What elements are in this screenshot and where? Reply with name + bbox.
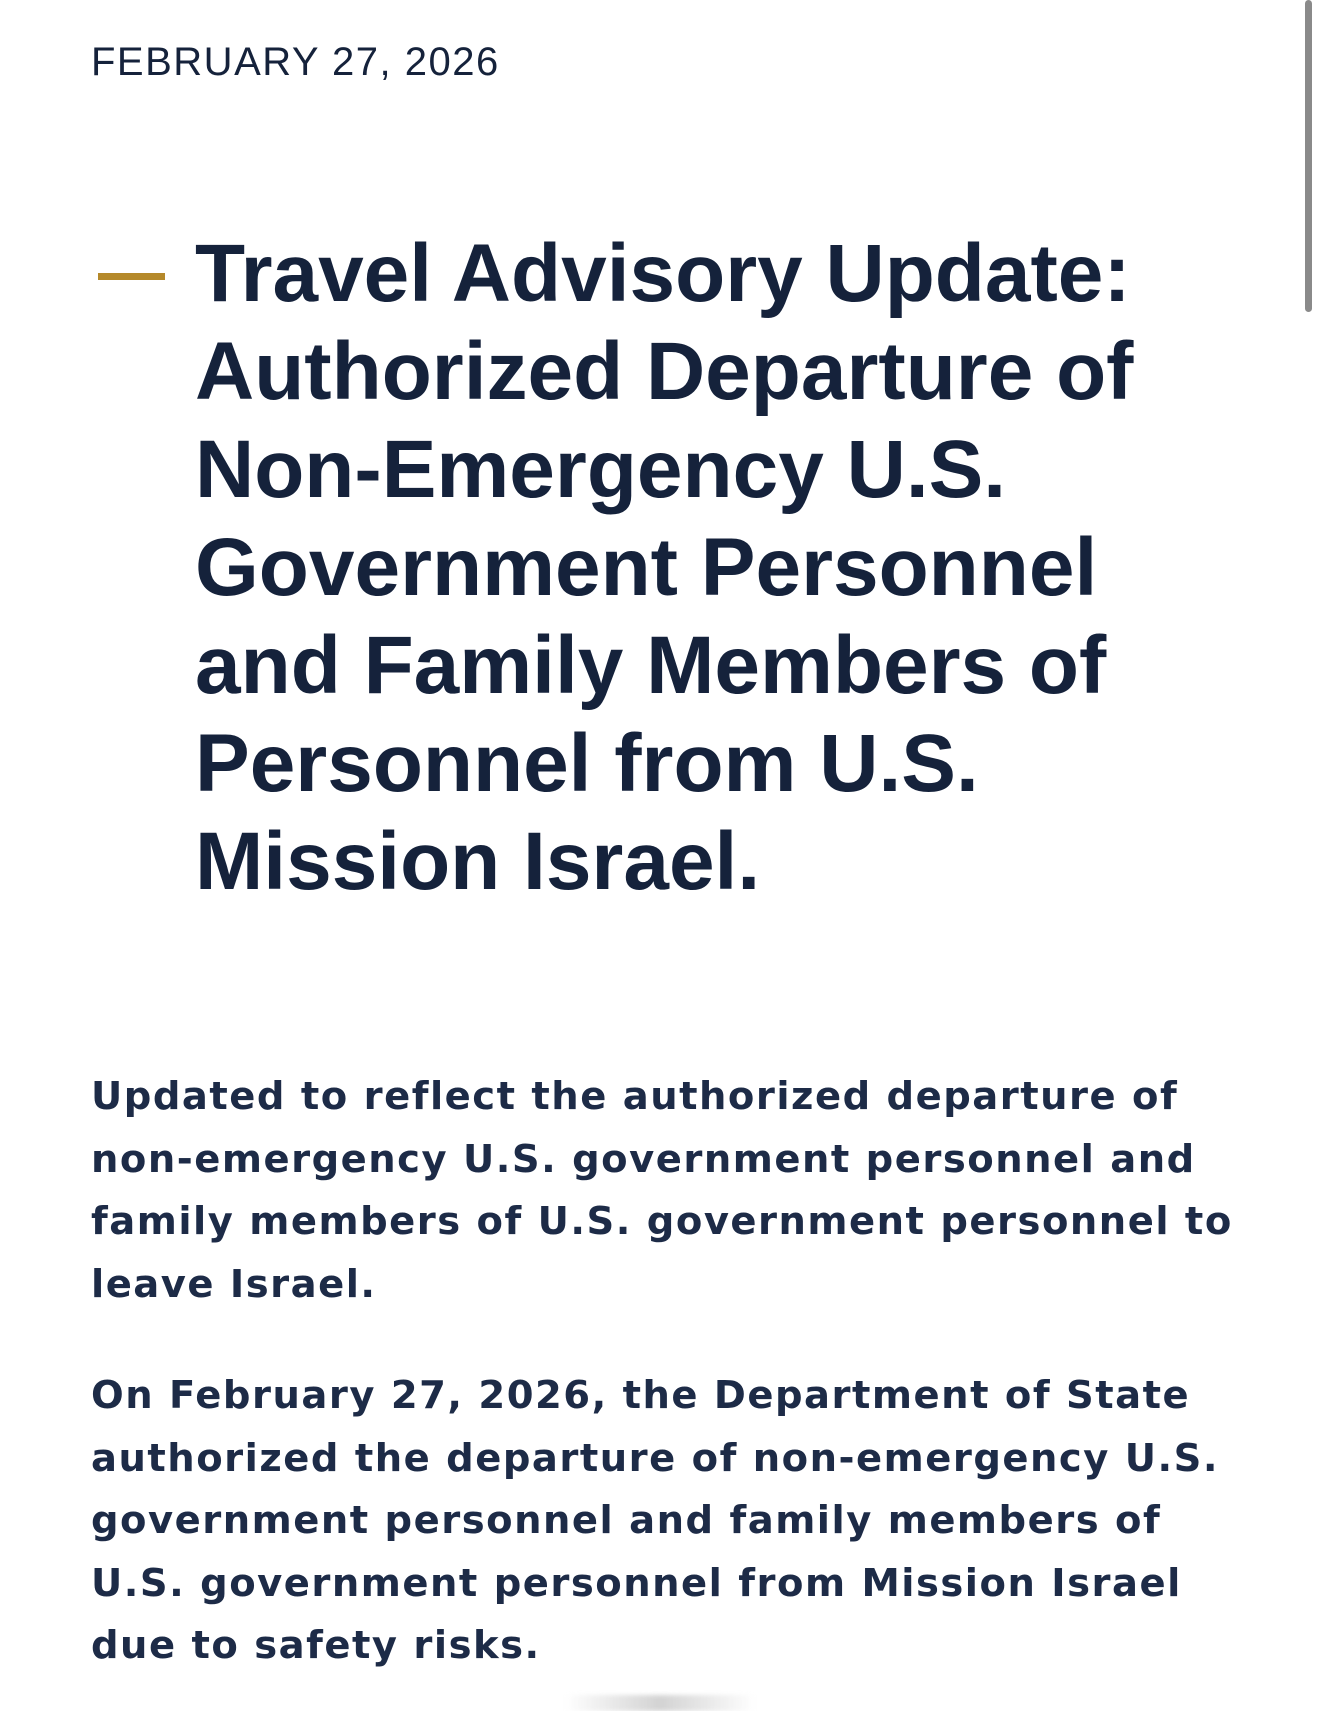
- body-paragraph: On February 27, 2026, the Department of State authorized the departure of non-emergency U.S. government personnel and family members of U.S. government personnel from Mission Israel due to safety risks.: [91, 1373, 1219, 1668]
- title-accent-dash: [98, 273, 165, 280]
- vertical-scrollbar[interactable]: [1305, 0, 1312, 312]
- watermark-blur: [565, 1695, 755, 1711]
- publish-date: FEBRUARY 27, 2026: [91, 40, 500, 84]
- summary-paragraph: Updated to reflect the authorized departure of non-emergency U.S. government personnel and family members of U.S. government personnel to leave Israel.: [91, 1074, 1233, 1307]
- page-title: Travel Advisory Update: Authorized Departure of Non-Emergency U.S. Government Personnel and Family Members of Personnel from U.S. Mission Israel.: [195, 228, 1134, 907]
